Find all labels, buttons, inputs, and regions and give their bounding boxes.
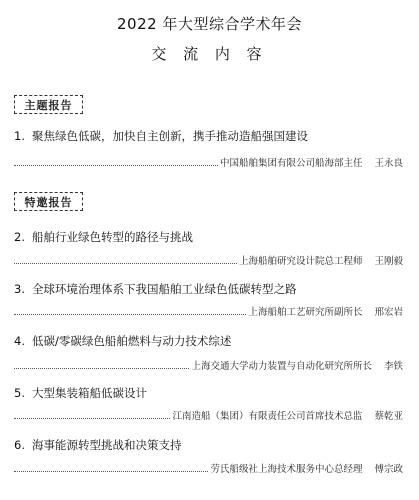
agenda-item-title xyxy=(14,229,193,245)
agenda-item-text: 大型集装箱船低碳设计 xyxy=(32,386,147,400)
agenda-item-number: 2. xyxy=(14,230,25,244)
agenda-item-number: 6. xyxy=(14,438,25,452)
agenda-item-title xyxy=(14,333,231,349)
speaker-role: 劳氏船级社上海技术服务中心总经理 xyxy=(210,464,363,475)
agenda-item-title xyxy=(14,128,308,144)
agenda-item-title xyxy=(14,385,147,401)
document-title: 2022 年大型综合学术年会 xyxy=(117,15,302,33)
speaker-role: 上海船舶研究设计院总工程师 xyxy=(238,256,363,267)
speaker-role: 中国船舶集团有限公司船海部主任 xyxy=(219,158,363,169)
speaker-role: 上海交通大学动力装置与自动化研究所所长 xyxy=(191,361,372,372)
speaker-name: 王永良 xyxy=(374,158,403,169)
leader-dots xyxy=(14,471,208,472)
speaker-line xyxy=(14,253,405,267)
speaker-name: 邢宏岩 xyxy=(374,307,403,318)
document-subtitle: 交 流 内 容 xyxy=(151,45,268,63)
agenda-item-title xyxy=(14,281,297,297)
agenda-item-title xyxy=(14,437,182,453)
leader-dots xyxy=(14,368,189,369)
speaker-line xyxy=(14,408,405,422)
speaker-line xyxy=(14,155,405,169)
speaker-name: 傅宗政 xyxy=(374,464,403,475)
section-label-keynote: 主题报告 xyxy=(14,95,83,114)
speaker-name: 王刚毅 xyxy=(374,256,403,267)
leader-dots xyxy=(14,418,170,419)
speaker-line xyxy=(14,358,405,372)
agenda-item-number: 3. xyxy=(14,282,25,296)
agenda-item-text: 全球环境治理体系下我国船舶工业绿色低碳转型之路 xyxy=(32,282,297,296)
speaker-role: 上海船舶工艺研究所副所长 xyxy=(248,307,363,318)
agenda-item-number: 1. xyxy=(14,129,25,143)
agenda-item-text: 低碳/零碳绿色船舶燃料与动力技术综述 xyxy=(32,334,232,348)
leader-dots xyxy=(14,165,218,166)
agenda-item-text: 海事能源转型挑战和决策支持 xyxy=(32,438,182,452)
speaker-role: 江南造船（集团）有限责任公司首席技术总监 xyxy=(172,411,363,422)
speaker-line xyxy=(14,461,405,475)
agenda-item-text: 聚焦绿色低碳，加快自主创新，携手推动造船强国建设 xyxy=(32,129,308,143)
agenda-item-number: 4. xyxy=(14,334,25,348)
speaker-name: 李铁 xyxy=(383,361,403,372)
speaker-name: 蔡乾亚 xyxy=(374,411,403,422)
agenda-item-text: 船舶行业绿色转型的路径与挑战 xyxy=(32,230,193,244)
section-label-invited: 特邀报告 xyxy=(14,192,83,211)
leader-dots xyxy=(14,263,237,264)
agenda-item-number: 5. xyxy=(14,386,25,400)
speaker-line xyxy=(14,304,405,318)
leader-dots xyxy=(14,314,246,315)
